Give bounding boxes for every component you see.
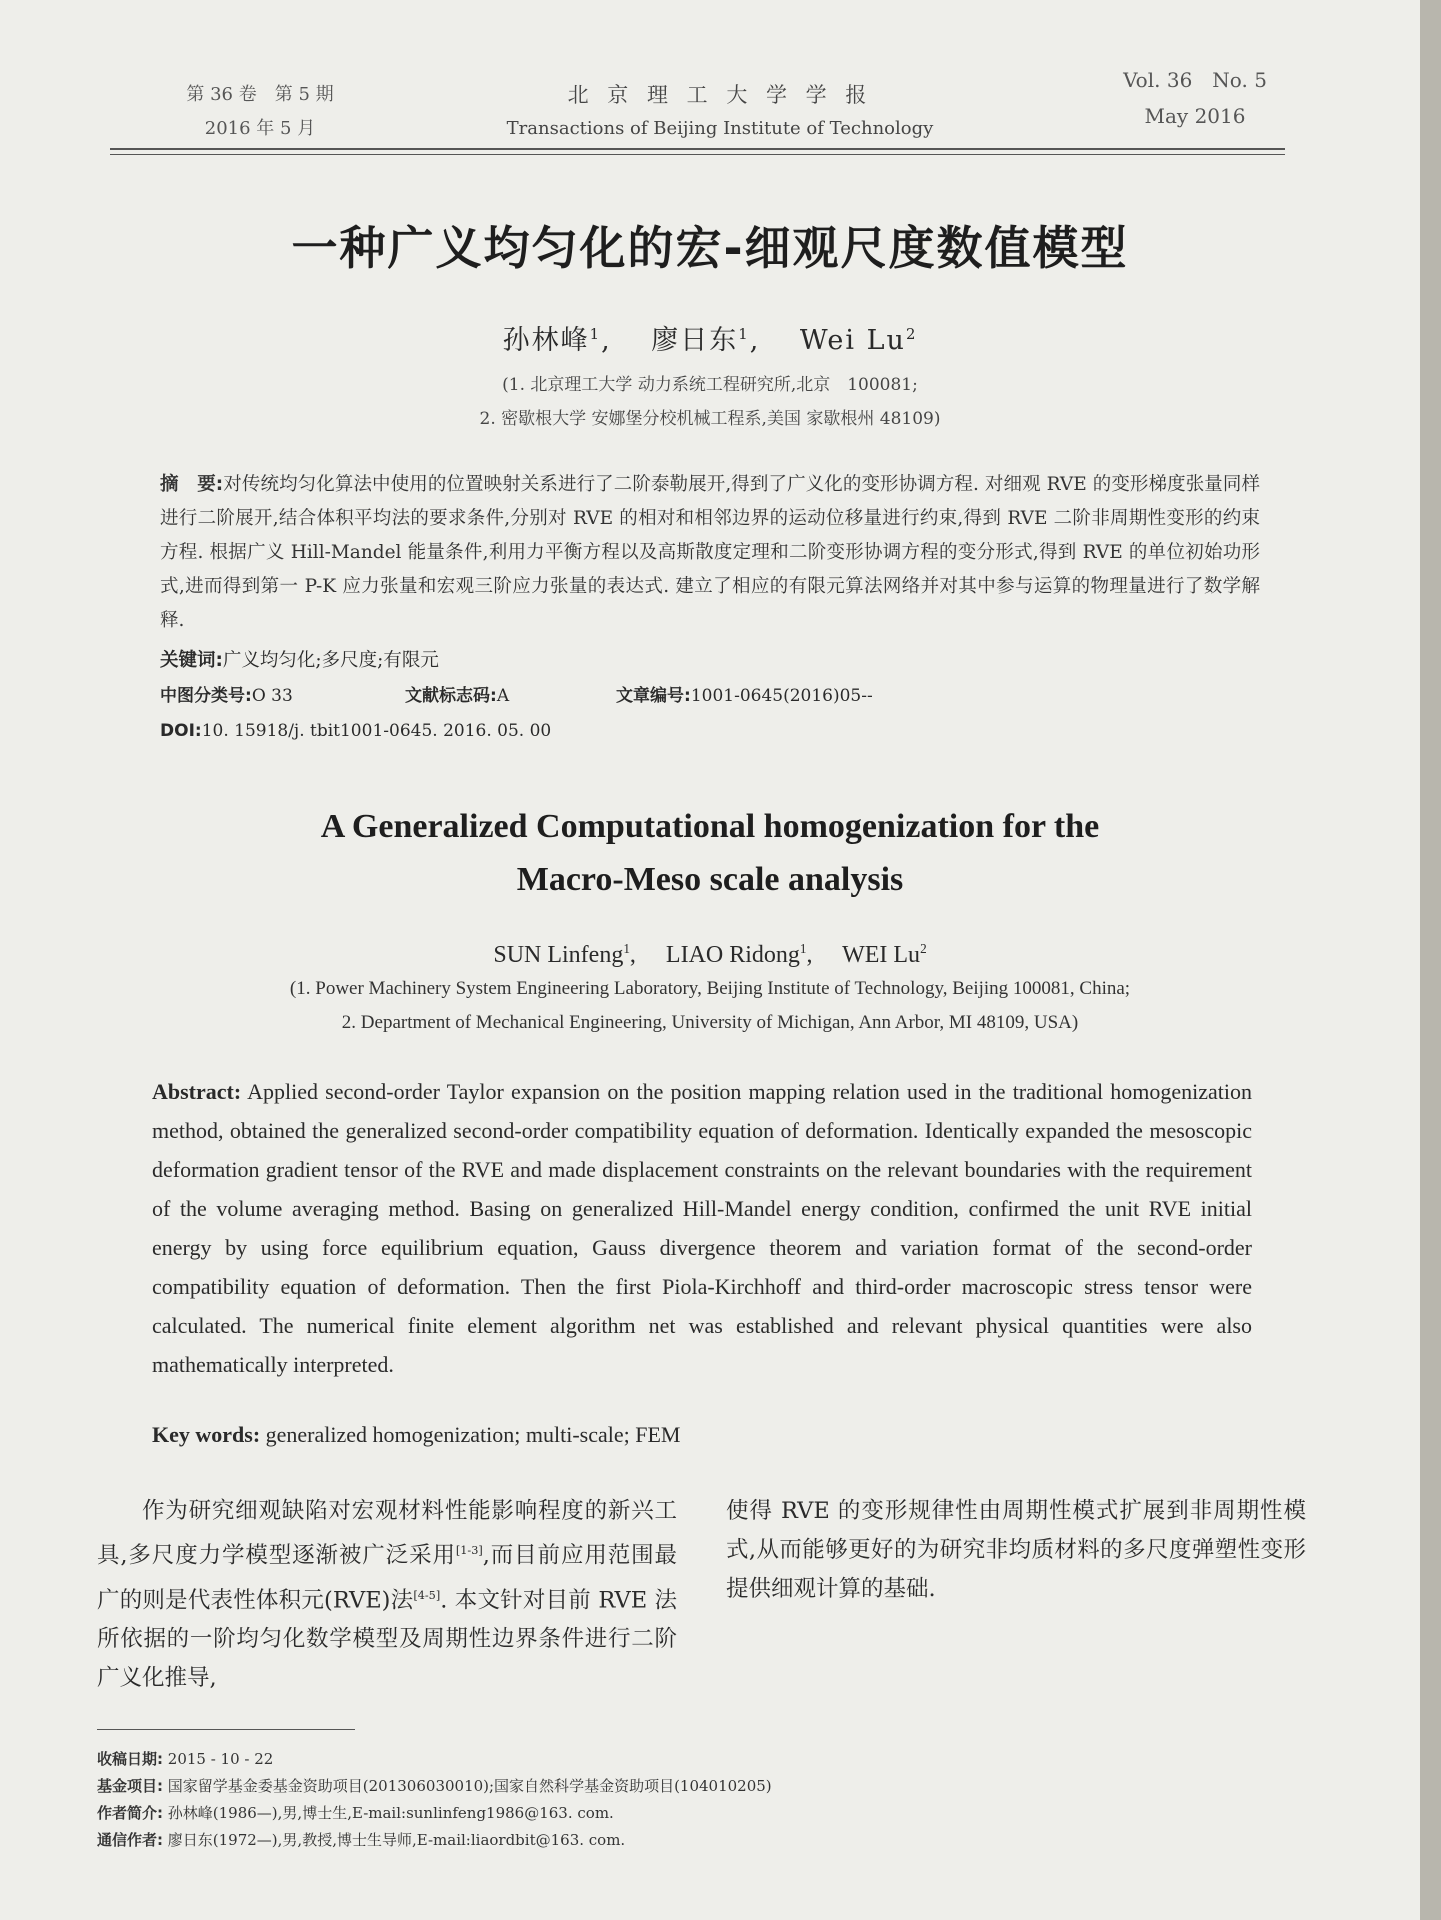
header-date-cn: 2016 年 5 月 xyxy=(204,118,316,139)
keywords-en-label: Key words: xyxy=(152,1422,261,1447)
authors-en: SUN Linfeng$^1$, LIAO Ridong$^1$, WEI Lu$^2$ xyxy=(493,941,927,968)
abstract-en-label: Abstract: xyxy=(152,1079,242,1104)
citation-ref: [4-5] xyxy=(413,1588,441,1602)
affiliation-en-1: (1. Power Machinery System Engineering Laboratory, Beijing Institute of Technology, Beijing 100081, China; xyxy=(289,978,1131,999)
body-column-left xyxy=(97,1492,677,1698)
author-name: 廖日东 xyxy=(651,325,739,356)
abstract-en-text: Applied second-order Taylor expansion on the position mapping relation used in the traditional homogenization method, obtained the generalized second-order compatibility equation of deformation. Identically expanded the mesoscopic deformation gradient tensor of the RVE and made displacement constraints on the relevant boundaries with the requirement of the volume averaging method. Basing on generalized Hill-Mandel energy condition, confirmed the unit RVE initial energy by using force equilibrium equation, Gauss divergence theorem and variation format of the second-order compatibility equation of deformation. Then the first Piola-Kirchhoff and third-order macroscopic stress tensor were calculated. The numerical finite element algorithm net was established and relevant physical quantities were also mathematically interpreted. xyxy=(152,1079,1252,1377)
keywords-cn xyxy=(160,646,1260,672)
citation-ref: [1-3] xyxy=(455,1544,483,1557)
authors-cn: 孙林峰$^1$, 廖日东$^1$, Wei Lu$^2$ xyxy=(502,325,918,356)
body-column-right xyxy=(726,1492,1306,1609)
paper-title-en-line-2: Macro-Meso scale analysis xyxy=(516,861,904,898)
journal-name-en: Transactions of Beijing Institute of Technology xyxy=(506,118,934,139)
footnote-received: 收稿日期: 2015 - 10 - 22 xyxy=(97,1750,274,1768)
affiliation-cn-2: 2. 密歇根大学 安娜堡分校机械工程系,美国 家歇根州 48109) xyxy=(479,409,941,429)
abstract-en xyxy=(152,1072,1252,1384)
body-text: . 本文针对目前 RVE 法所依据的一阶均匀化数学模型及周期性边界条件进行二阶广义化推导, xyxy=(97,1587,677,1691)
header-volume-en: Vol. 36 No. 5 xyxy=(1123,68,1267,92)
author-affiliation-mark: 2 xyxy=(920,941,927,956)
page-edge xyxy=(1420,0,1441,1920)
paper-title-cn: 一种广义均匀化的宏-细观尺度数值模型 xyxy=(291,221,1129,275)
author-affiliation-mark: 1 xyxy=(589,325,602,343)
author-name: WEI Lu xyxy=(842,942,921,968)
document-code: 文献标志码:A xyxy=(405,686,510,706)
header-volume-cn: 第 36 卷 第 5 期 xyxy=(186,84,334,105)
body-text: ,而目前应用范围最广的则是代表性体积元(RVE)法 xyxy=(97,1542,677,1613)
author-name: SUN Linfeng xyxy=(493,942,624,968)
header-issue-cn xyxy=(160,78,360,146)
author-affiliation-mark: 2 xyxy=(905,325,918,343)
author-name: Wei Lu xyxy=(799,325,906,356)
header-date-en: May 2016 xyxy=(1144,104,1246,128)
journal-name-cn: 北 京 理 工 大 学 学 报 xyxy=(567,83,873,107)
doi-value: 10. 15918/j. tbit1001-0645. 2016. 05. 00 xyxy=(201,721,552,741)
affiliation-cn-1: (1. 北京理工大学 动力系统工程研究所,北京 100081; xyxy=(502,375,918,395)
header-rule xyxy=(110,148,1285,150)
article-number: 文章编号:1001-0645(2016)05-- xyxy=(616,686,873,706)
footnote-author-bio: 作者简介: 孙林峰(1986—),男,博士生,E-mail:sunlinfeng1986@163. com. xyxy=(97,1804,614,1822)
author-name: 孙林峰 xyxy=(502,325,590,356)
keywords-cn-text: 广义均匀化;多尺度;有限元 xyxy=(222,650,439,671)
clc-number: 中图分类号:O 33 xyxy=(160,686,293,706)
author-affiliation-mark: 1 xyxy=(799,941,807,956)
footnote-corresponding: 通信作者: 廖日东(1972—),男,教授,博士生导师,E-mail:liaordbit@163. com. xyxy=(97,1831,626,1849)
abstract-cn xyxy=(160,468,1260,638)
footnotes xyxy=(97,1746,1247,1854)
footnote-funding: 基金项目: 国家留学基金委基金资助项目(201306030010);国家自然科学基金资助项目(104010205) xyxy=(97,1777,772,1795)
body-text: 作为研究细观缺陷对宏观材料性能影响程度的新兴工具,多尺度力学模型逐渐被广泛采用 xyxy=(97,1498,677,1569)
author-affiliation-mark: 1 xyxy=(738,325,750,343)
author-name: LIAO Ridong xyxy=(665,942,800,968)
header-journal xyxy=(470,78,970,146)
doi-label: DOI: xyxy=(160,721,202,741)
doi-line xyxy=(160,721,1260,741)
author-affiliation-mark: 1 xyxy=(623,941,630,956)
keywords-en-text: generalized homogenization; multi-scale; FEM xyxy=(265,1422,681,1447)
abstract-cn-text: 对传统均匀化算法中使用的位置映射关系进行了二阶泰勒展开,得到了广义化的变形协调方程. 对细观 RVE 的变形梯度张量同样进行二阶展开,结合体积平均法的要求条件,分别对 RVE 的相对和相邻边界的运动位移量进行约束,得到 RVE 二阶非周期性变形的约束方程. 根据广义 Hill-Mandel 能量条件,利用力平衡方程以及高斯散度定理和二阶变形协调方程的变分形式,得到 RVE 的单位初始功形式,进而得到第一 P-K 应力张量和宏观三阶应力张量的表达式. 建立了相应的有限元算法网络并对其中参与运算的物理量进行了数学解释. xyxy=(160,474,1260,631)
keywords-en xyxy=(152,1422,1252,1448)
keywords-cn-label: 关键词: xyxy=(160,650,223,671)
header-issue-en xyxy=(1110,62,1280,134)
footnote-rule xyxy=(97,1729,355,1730)
body-text: 使得 RVE 的变形规律性由周期性模式扩展到非周期性模式,从而能够更好的为研究非均质材料的多尺度弹塑性变形提供细观计算的基础. xyxy=(726,1498,1306,1602)
abstract-cn-label: 摘 要: xyxy=(160,474,224,495)
header-rule-thin xyxy=(110,154,1285,155)
paper-title-en-line-1: A Generalized Computational homogenization for the xyxy=(320,808,1100,845)
affiliation-en-2: 2. Department of Mechanical Engineering, University of Michigan, Ann Arbor, MI 48109, USA) xyxy=(341,1012,1079,1033)
paper-title-en xyxy=(160,800,1260,906)
